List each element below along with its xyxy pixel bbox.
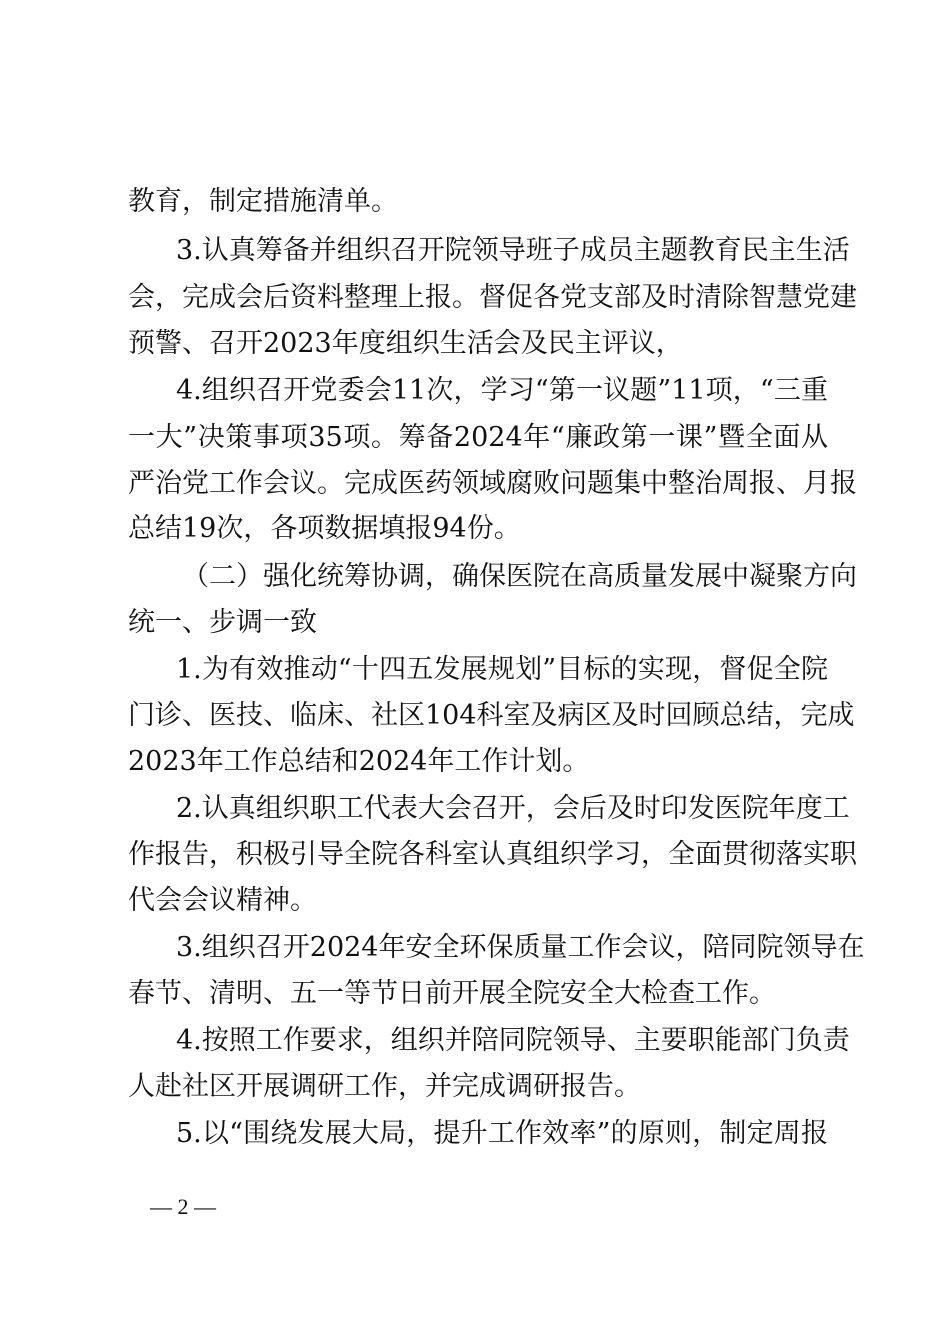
text-line: 3.组织召开2024年安全环保质量工作会议，陪同院领导在 (176, 932, 865, 963)
text-line: 人赴社区开展调研工作，并完成调研报告。 (128, 1071, 641, 1102)
text-line: 2023年工作总结和2024年工作计划。 (128, 746, 590, 777)
text-line: 门诊、医技、临床、社区104科室及病区及时回顾总结，完成 (128, 700, 855, 731)
text-line: 作报告，积极引导全院各科室认真组织学习，全面贯彻落实职 (128, 839, 857, 870)
section-heading-continued: 统一、步调一致 (128, 607, 317, 638)
text-line: 会，完成会后资料整理上报。督促各党支部及时清除智慧党建 (128, 282, 857, 313)
text-line: 代会会议精神。 (128, 885, 317, 916)
text-line: 春节、清明、五一等节日前开展全院安全大检查工作。 (128, 978, 776, 1009)
text-line: 一大”决策事项35项。筹备2024年“廉政第一课”暨全面从 (128, 422, 828, 453)
text-line: 预警、召开2023年度组织生活会及民主评议， (128, 328, 683, 359)
page-number: — 2 — (150, 1194, 216, 1219)
text-line: 5.以“围绕发展大局，提升工作效率”的原则，制定周报 (176, 1118, 828, 1149)
section-heading: （二）强化统筹协调，确保医院在高质量发展中凝聚方向 (182, 561, 857, 592)
text-line: 4.组织召开党委会11次，学习“第一议题”11项，“三重 (176, 375, 828, 406)
text-line: 总结19次，各项数据填报94份。 (128, 513, 521, 544)
text-line: 1.为有效推动“十四五发展规划”目标的实现，督促全院 (176, 654, 828, 685)
text-line: 严治党工作会议。完成医药领域腐败问题集中整治周报、月报 (128, 468, 857, 499)
text-line: 2.认真组织职工代表大会召开，会后及时印发医院年度工 (176, 793, 850, 824)
text-line: 4.按照工作要求，组织并陪同院领导、主要职能部门负责 (176, 1025, 850, 1056)
text-line: 教育，制定措施清单。 (128, 186, 398, 217)
text-line: 3.认真筹备并组织召开院领导班子成员主题教育民主生活 (176, 235, 850, 266)
